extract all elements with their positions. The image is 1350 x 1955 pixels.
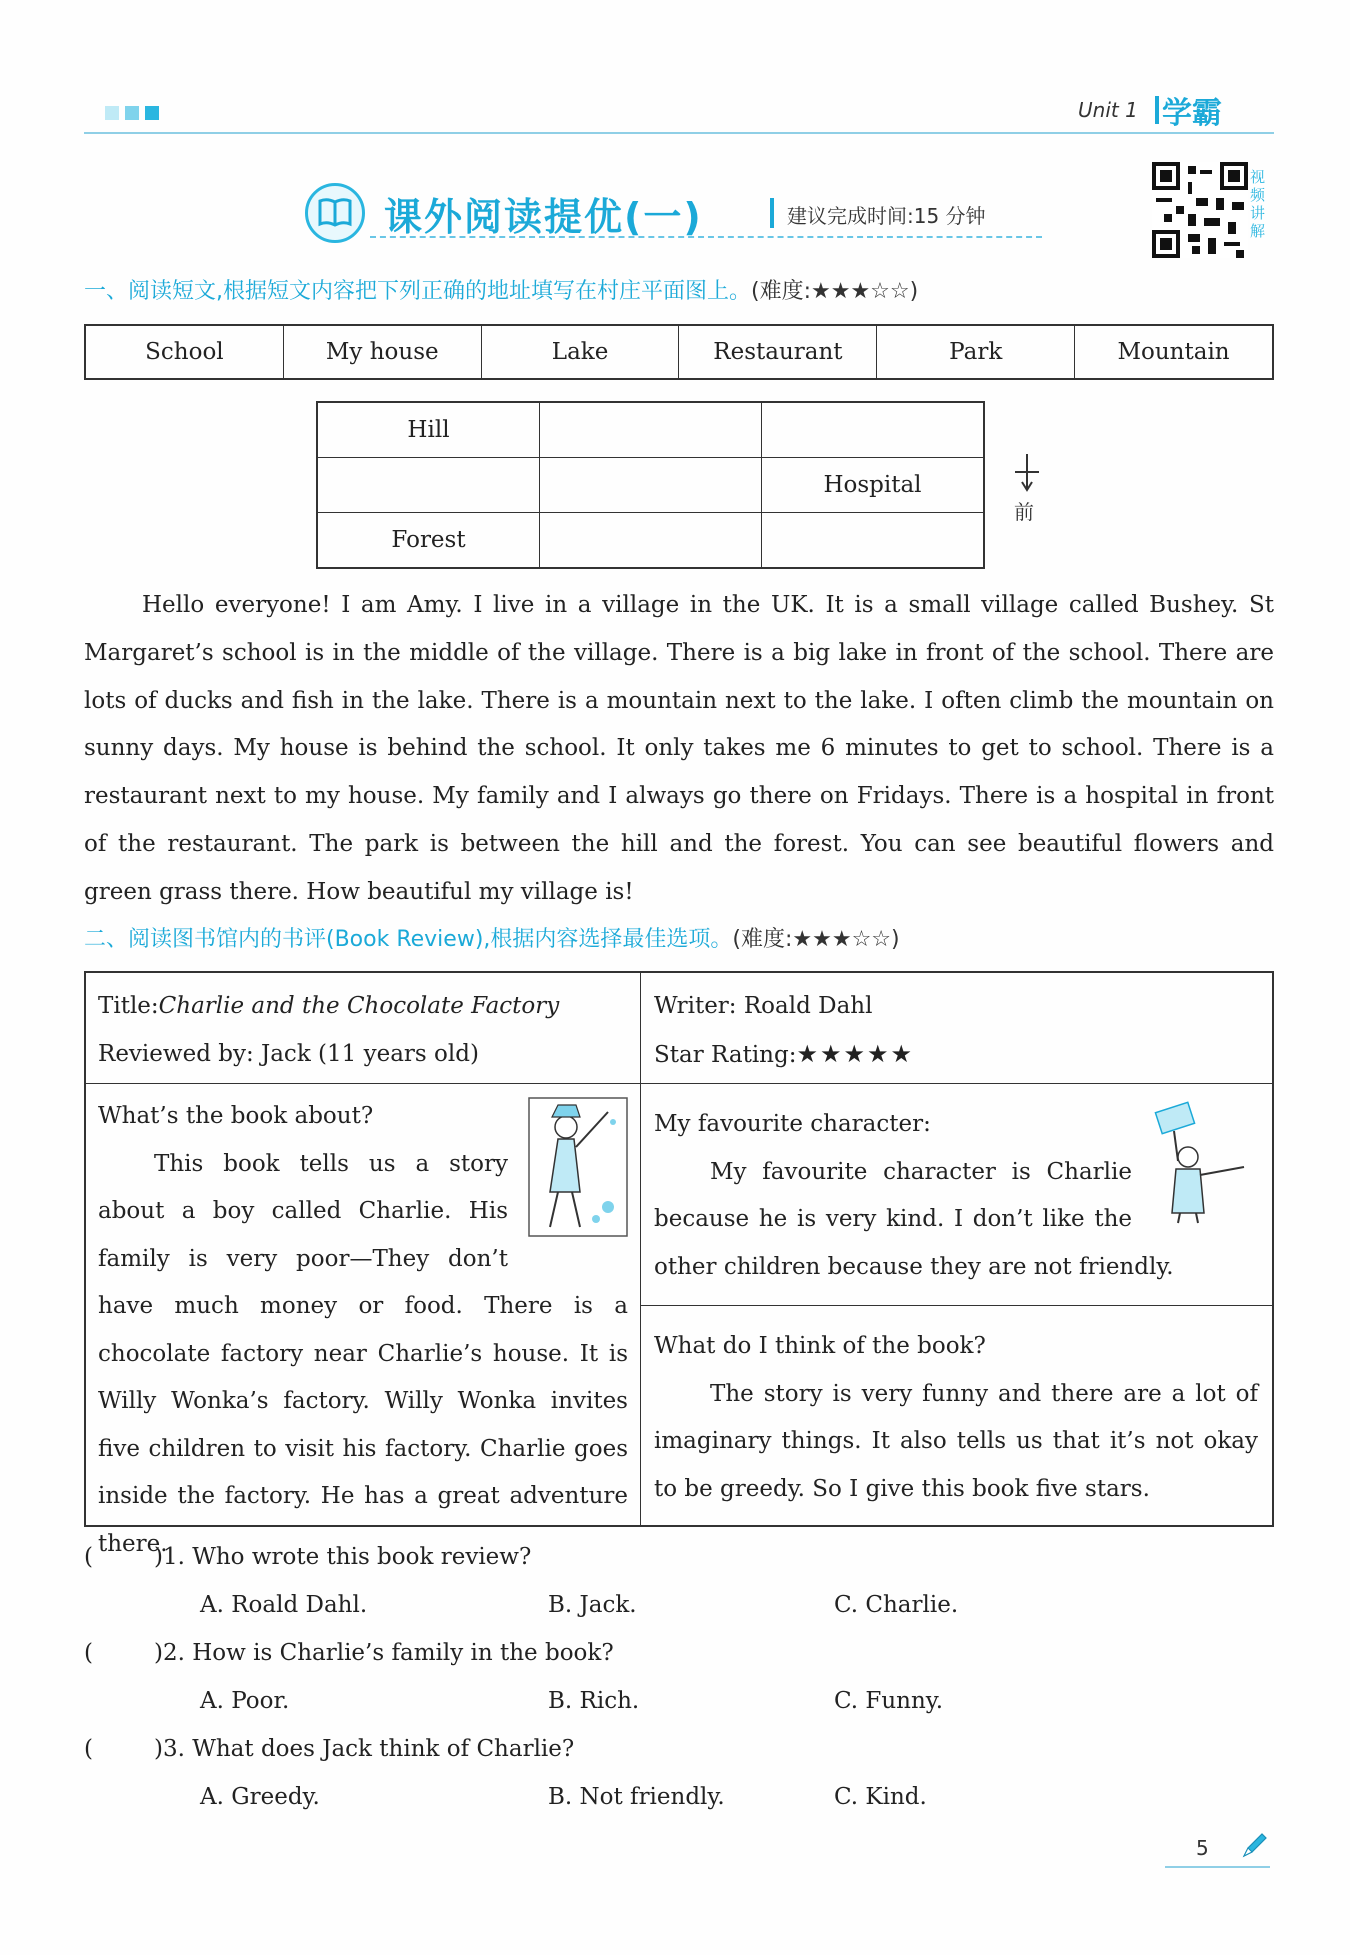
village-map-grid [316,401,985,569]
word-bank-item: Lake [481,326,679,378]
book-title: Charlie and the Chocolate Factory [158,993,560,1019]
part2-difficulty: (难度:★★★☆☆) [732,927,900,952]
answer-blank[interactable]: ( [84,1736,93,1762]
title-underline [370,236,1042,238]
about-text: This book tells us a story about a boy called Charlie. His family is very poor—They don’t have much money or food. There is a chocolate factory near Charlie’s house. It is Willy Wonka’s factory. Willy Wonka invites five children to visit his factory. Charlie goes inside the factory. He has a great adventure there. [98,1150,628,1557]
map-cell[interactable] [540,513,762,569]
think-heading: What do I think of the book? [654,1333,986,1359]
review-divider [86,1083,1272,1084]
brand-logo: 学霸 [1162,96,1222,131]
word-bank-item: School [145,339,224,365]
qr-code-icon[interactable] [1152,162,1248,258]
question-3: ( )3. What does Jack think of Charlie? [84,1736,575,1762]
review-favourite [654,1101,1258,1291]
illustration-charlie-icon [1148,1101,1258,1226]
reading-passage [84,582,1274,917]
page-number: 5 [1196,1836,1209,1860]
map-cell[interactable] [540,458,762,513]
review-divider [640,1305,1272,1306]
fav-text: My favourite character is Charlie because he is very kind. I don’t like the other children because they are not friendly. [654,1158,1174,1280]
review-about [98,1093,628,1568]
review-header-left [98,983,628,1078]
answer-blank[interactable]: ( [84,1640,93,1666]
map-cell[interactable]: Hill [317,402,540,458]
word-bank-item: Park [876,326,1074,378]
footer-rule [1165,1866,1270,1868]
question-1: ( )1. Who wrote this book review? [84,1544,532,1570]
passage-text: Hello everyone! I am Amy. I live in a village in the UK. It is a small village called Bushey. St Margaret’s school is in the middle of the village. There is a big lake in front of the school. There are lots of ducks and fish in the lake. There is a mountain next to the lake. I often climb the mountain on sunny days. My house is behind the school. It only takes me 6 minutes to get to school. There is a restaurant next to my house. My family and I always go there on Fridays. There is a hospital in front of the restaurant. The park is between the hill and the forest. You can see beautiful flowers and green grass there. How beautiful my village is! [84,592,1274,905]
about-heading: What’s the book about? [98,1103,374,1129]
part1-instruction: 一、阅读短文,根据短文内容把下列正确的地址填写在村庄平面图上。(难度:★★★☆☆) [84,279,919,304]
option[interactable]: A. Greedy. [200,1784,320,1810]
star-rating-label: Star Rating: [654,1041,797,1068]
map-cell[interactable] [317,458,540,513]
unit-label: Unit 1 [1078,98,1138,122]
map-cell[interactable] [762,402,985,458]
question-2: ( )2. How is Charlie’s family in the book? [84,1640,614,1666]
direction-label: 前 [1014,500,1034,524]
suggested-time: 建议完成时间:15 分钟 [787,204,986,228]
map-cell[interactable] [762,513,985,569]
map-cell[interactable] [540,402,762,458]
option[interactable]: B. Not friendly. [548,1784,725,1810]
header-decoration [105,106,159,120]
star-rating: ★★★★★ [796,1039,915,1068]
think-text: The story is very funny and there are a lot of imaginary things. It also tells us that it’s not okay to be greedy. So I give this book five stars. [654,1380,1258,1502]
title-divider [770,198,774,228]
book-icon [305,183,365,243]
qr-label: 视频讲解 [1250,168,1266,240]
option[interactable]: A. Roald Dahl. [200,1592,368,1618]
writer: Writer: Roald Dahl [654,993,873,1019]
fav-heading: My favourite character: [654,1111,931,1137]
option[interactable]: C. Kind. [834,1784,927,1810]
review-divider [640,973,641,1525]
map-cell[interactable]: Forest [317,513,540,569]
section-title: 课外阅读提优(一) [384,195,703,239]
answer-blank[interactable]: ( [84,1544,93,1570]
illustration-wonka-icon [528,1097,628,1237]
title-label: Title: [98,993,159,1019]
map-cell[interactable]: Hospital [762,458,985,513]
option[interactable]: B. Rich. [548,1688,640,1714]
review-opinion [654,1323,1258,1513]
option[interactable]: A. Poor. [200,1688,290,1714]
header-rule [84,132,1274,134]
header-bar [1155,96,1159,124]
option[interactable]: C. Charlie. [834,1592,959,1618]
review-header-right [654,983,1254,1079]
option[interactable]: C. Funny. [834,1688,944,1714]
word-bank [84,324,1274,380]
word-bank-item: Mountain [1074,326,1272,378]
part1-difficulty: (难度:★★★☆☆) [751,279,919,304]
word-bank-item: Restaurant [678,326,876,378]
word-bank-item: My house [283,326,481,378]
pencil-icon [1240,1830,1270,1860]
option[interactable]: B. Jack. [548,1592,637,1618]
reviewer: Reviewed by: Jack (11 years old) [98,1040,479,1067]
part2-instruction: 二、阅读图书馆内的书评(Book Review),根据内容选择最佳选项。(难度:★★★☆☆) [84,927,900,952]
